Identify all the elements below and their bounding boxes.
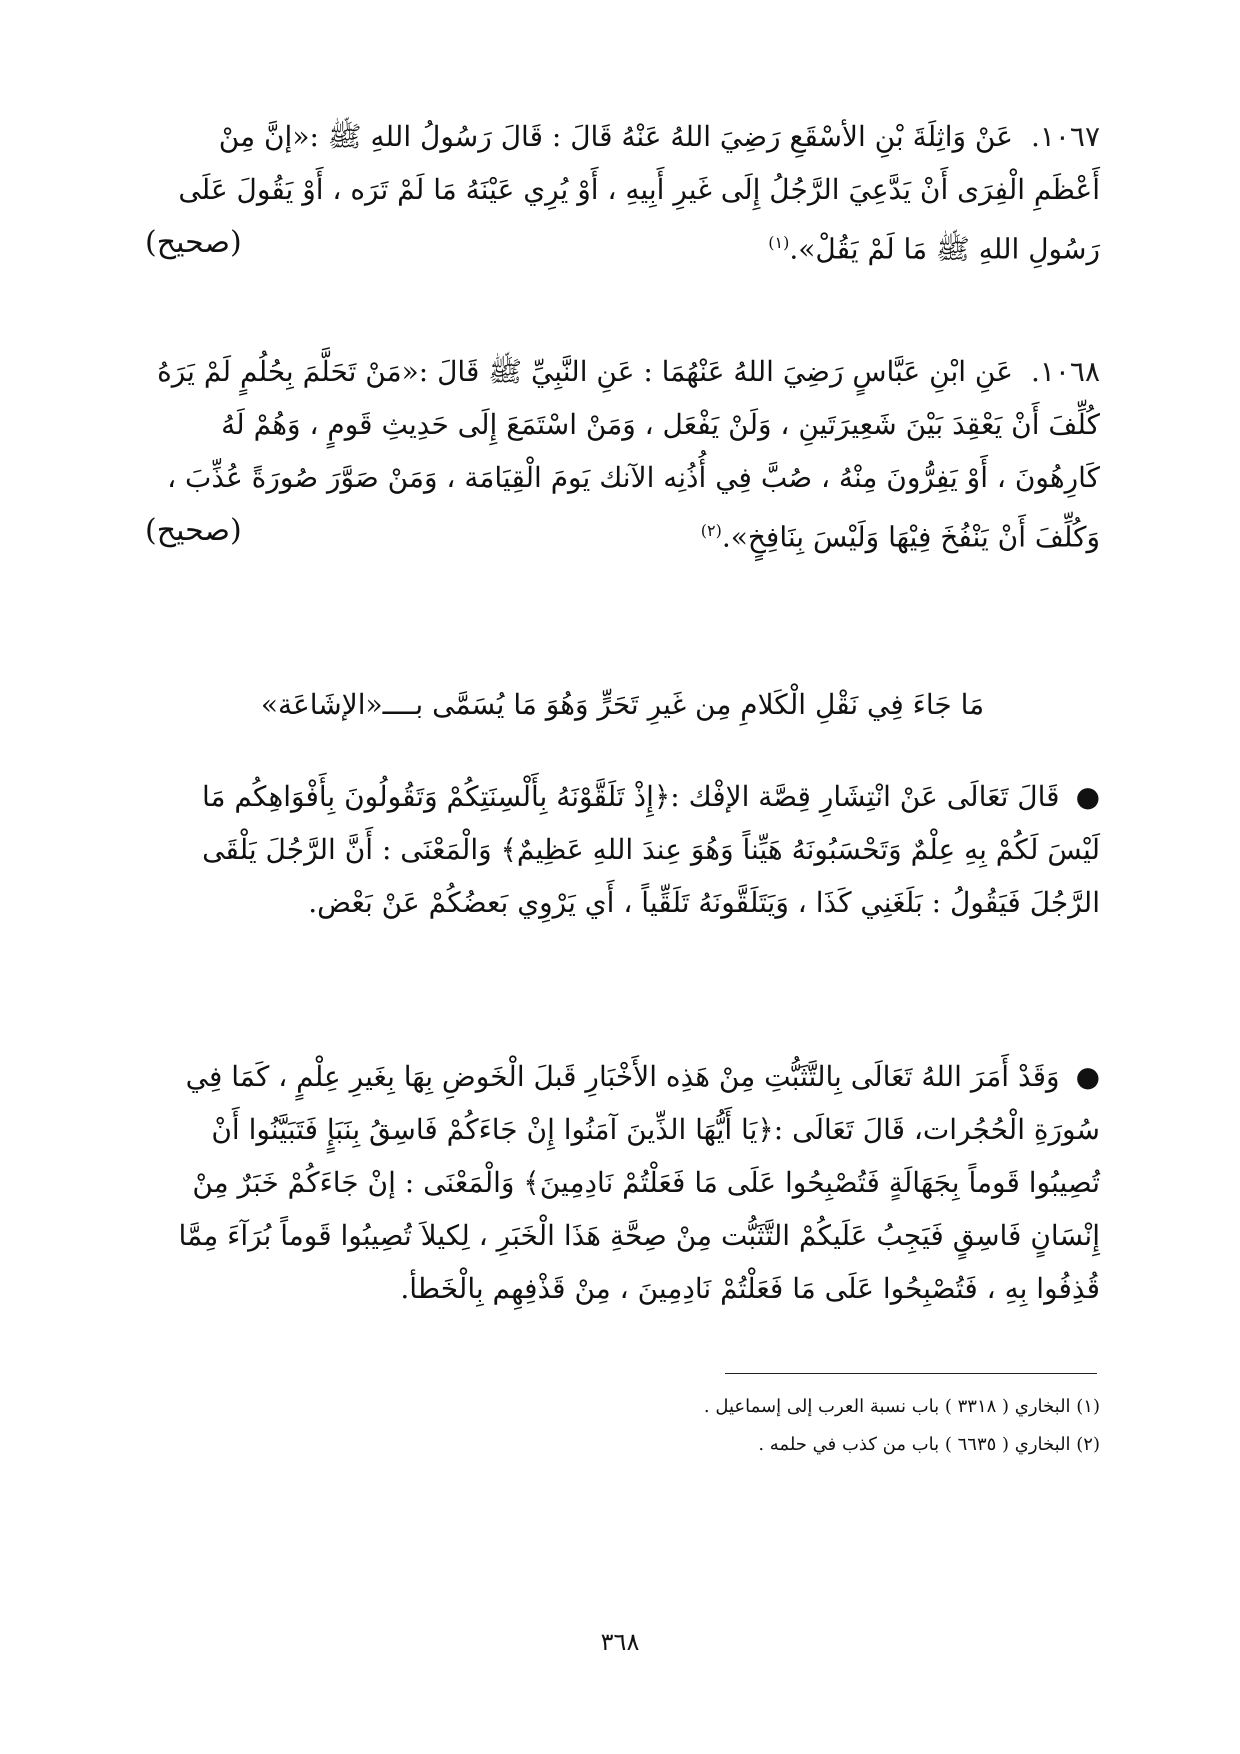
bullet-text-block [145,770,1100,929]
footnote-reference[interactable]: (٢) [700,521,722,540]
footnote-reference[interactable]: (١) [768,233,790,252]
bullet-paragraph-ifk [145,770,1100,929]
hadith-1067 [145,110,1100,275]
hadith-text: عَنْ وَاثِلَةَ بْنِ الأسْقَعِ رَضِيَ اللهُ عَنْهُ قَالَ : قَالَ رَسُولُ اللهِ ﷺ :«إنَّ مِنْ أَعْظَمِ الْفِرَى أَنْ يَدَّعِيَ الرَّجُلُ إِلَى غَيرِ أَبِيهِ ، أَوْ يُرِي عَيْنَهُ مَا لَمْ تَرَه ، أَوْ يَقُولَ عَلَى رَسُولِ اللهِ ﷺ مَا لَمْ يَقُلْ». [178,120,1100,266]
bullet-text: وَقَدْ أَمَرَ اللهُ تَعَالَى بِالتَّثَبُّتِ مِنْ هَذِه الأَخْبَارِ قَبلَ الْخَوضِ بِهَا بِغَيرِ عِلْمٍ ، كَمَا فِي سُورَةِ الْحُجُرات، قَالَ تَعَالَى :﴿يَا أَيُّهَا الذِّينَ آمَنُوا إِنْ جَاءَكُمْ فَاسِقُ بِنَبَإٍ فَتَبَيَّنُوا أَنْ تُصِيبُوا قَوماً بِجَهَالَةٍ فَتُصْبِحُوا عَلَى مَا فَعَلْتُمْ نَادِمِينَ﴾ وَالْمَعْنَى : إنْ جَاءَكُمْ خَبَرٌ مِنْ إِنْسَانٍ فَاسِقٍ فَيَجِبُ عَلَيكُمْ التَّثَبُّت مِنْ صِحَّةِ هَذَا الْخَبَرِ ، لِكيلاَ تُصِيبُوا قَوماً بُرَآءَ مِمَّا قُذِفُوا بِهِ ، فَتُصْبِحُوا عَلَى مَا فَعَلْتُمْ نَادِمِينَ ، مِنْ قَذْفِهِم بِالْخَطأ. [178,1060,1100,1305]
hadith-grade: (صحيح) [145,225,242,260]
footnotes [145,1388,1100,1464]
hadith-grade: (صحيح) [145,513,242,548]
bullet-text: قَالَ تَعَالَى عَنْ انْتِشَارِ قِصَّة الإفْك :﴿إِذْ تَلَقَّوْنَهُ بِأَلْسِنَتِكُمْ وَتَقُولُونَ بِأَفْوَاهِكُم مَا لَيْسَ لَكُمْ بِهِ عِلْمٌ وَتَحْسَبُونَهُ هَيِّناً وَهُوَ عِندَ اللهِ عَظِيمٌ﴾ وَالْمَعْنَى : أَنَّ الرَّجُلَ يَلْقَى الرَّجُلَ فَيَقُولُ : بَلَغَنِي كَذَا ، وَيَتَلَقَّونَهُ تَلَقِّياً ، أَي يَرْوِي بَعضُكُمْ عَنْ بَعْض. [201,780,1100,919]
bullet-icon: ● [1075,1060,1100,1093]
hadith-paragraph [145,345,1100,563]
hadith-number: ١٠٦٧. [1030,120,1100,153]
bullet-text-block [145,1050,1100,1315]
section-heading: مَا جَاءَ فِي نَقْلِ الْكَلامِ مِن غَيرِ تَحَرٍّ وَهُوَ مَا يُسَمَّى بــــ«الإشَاعَة» [260,688,985,721]
footnote-item: (٢) البخاري ( ٦٦٣٥ ) باب من كذب في حلمه . [758,1434,1100,1455]
footnote-divider [725,1373,1097,1374]
bullet-paragraph-tathabbut [145,1050,1100,1315]
hadith-text: عَنِ ابْنِ عَبَّاسٍ رَضِيَ اللهُ عَنْهُمَا : عَنِ النَّبِيِّ ﷺ قَالَ :«مَنْ تَحَلَّمَ بِحُلُمٍ لَمْ يَرَهُ كُلِّفَ أَنْ يَعْقِدَ بَيْنَ شَعِيرَتَينِ ، وَلَنْ يَفْعَل ، وَمَنْ اسْتَمَعَ إِلَى حَدِيثِ قَومٍ ، وَهُمْ لَهُ كَارِهُونَ ، أَوْ يَفِرُّونَ مِنْهُ ، صُبَّ فِي أُذُنِه الآنك يَومَ الْقِيَامَة ، وَمَنْ صَوَّرَ صُورَةً عُذِّبَ ، وَكُلِّفَ أَنْ يَنْفُخَ فِيْهَا وَلَيْسَ بِنَافِخٍ». [157,355,1100,554]
page-number: ٣٦٨ [600,1628,640,1656]
bullet-icon: ● [1075,780,1100,813]
hadith-paragraph [145,110,1100,275]
hadith-number: ١٠٦٨. [1030,355,1100,388]
footnote-item: (١) البخاري ( ٣٣١٨ ) باب نسبة العرب إلى إسماعيل . [703,1396,1100,1417]
hadith-1068 [145,345,1100,563]
